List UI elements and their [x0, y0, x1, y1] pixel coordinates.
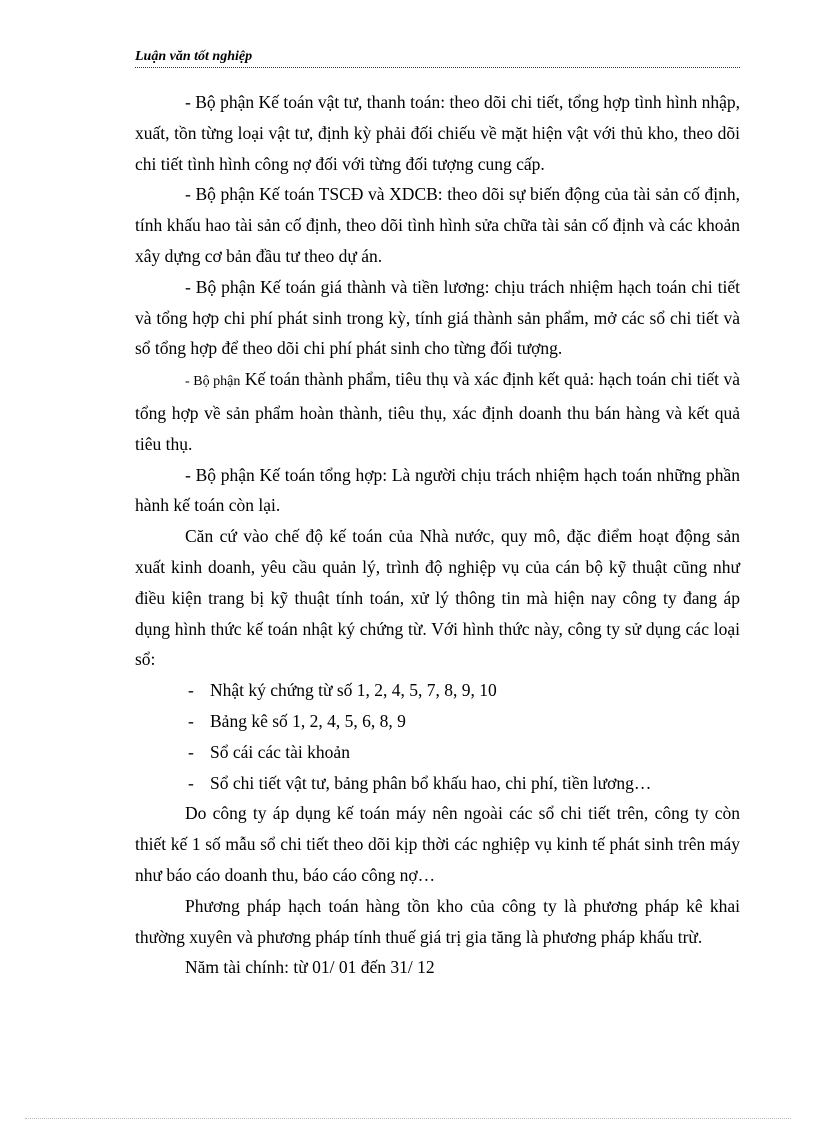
list-dash: -	[188, 741, 194, 762]
list-item	[135, 737, 740, 768]
list-dash: -	[188, 680, 194, 701]
paragraph-finished-goods	[135, 364, 740, 459]
paragraph-cost-salary: - Bộ phận Kế toán giá thành và tiền lương: chịu trách nhiệm hạch toán chi tiết và tổng hợp chi phí phát sinh trong kỳ, tính giá thành sản phẩm, mở các sổ chi tiết và sổ tổng hợp để theo dõi chi phí phát sinh cho từng đối tượng.	[135, 276, 740, 359]
paragraph-inventory-method: Phương pháp hạch toán hàng tồn kho của công ty là phương pháp kê khai thường xuyên và phương pháp tính thuế giá trị gia tăng là phương pháp khấu trừ.	[135, 895, 740, 947]
paragraph-fiscal-year: Năm tài chính: từ 01/ 01 đến 31/ 12	[185, 957, 435, 978]
page-header	[135, 47, 740, 68]
list-item	[135, 706, 740, 737]
ledger-list	[135, 675, 740, 798]
list-item	[135, 675, 740, 706]
list-dash: -	[188, 710, 194, 731]
list-item-text: Bảng kê số 1, 2, 4, 5, 6, 8, 9	[210, 710, 406, 731]
list-item-text: Sổ chi tiết vật tư, bảng phân bổ khấu hao, chi phí, tiền lương…	[210, 772, 652, 793]
paragraph-software: Do công ty áp dụng kế toán máy nên ngoài các sổ chi tiết trên, công ty còn thiết kế 1 số mẫu sổ chi tiết theo dõi kịp thời các nghiệp vụ kinh tế phát sinh trên máy như báo cáo doanh thu, báo cáo công nợ…	[135, 803, 740, 885]
list-item-text: Sổ cái các tài khoản	[210, 741, 350, 762]
paragraph-prefix: - Bộ phận	[185, 374, 241, 390]
footer-divider	[25, 1118, 791, 1119]
document-body	[135, 87, 740, 983]
header-title: Luận văn tốt nghiệp	[135, 49, 253, 64]
list-dash: -	[188, 772, 194, 793]
paragraph-fixed-assets: - Bộ phận Kế toán TSCĐ và XDCB: theo dõi sự biến động của tài sản cố định, tính khấu hao tài sản cố định, theo dõi tình hình sửa chữa tài sản cố định và các khoản xây dựng cơ bản đầu tư theo dự án.	[135, 184, 740, 266]
paragraph-materials: - Bộ phận Kế toán vật tư, thanh toán: theo dõi chi tiết, tổng hợp tình hình nhập, xuất, tồn từng loại vật tư, định kỳ phải đối chiếu về mặt hiện vật với thủ kho, theo dõi chi tiết tình hình công nợ đối với từng đối tượng cung cấp.	[135, 92, 740, 174]
paragraph-general: - Bộ phận Kế toán tổng hợp: Là người chịu trách nhiệm hạch toán những phần hành kế toán còn lại.	[135, 464, 740, 516]
paragraph-accounting-form: Căn cứ vào chế độ kế toán của Nhà nước, quy mô, đặc điểm hoạt động sản xuất kinh doanh, yêu cầu quản lý, trình độ nghiệp vụ của cán bộ kỹ thuật cũng như điều kiện trang bị kỹ thuật tính toán, xử lý thông tin mà hiện nay công ty đang áp dụng hình thức kế toán nhật ký chứng từ. Với hình thức này, công ty sử dụng các loại sổ:	[135, 526, 740, 670]
paragraph-text: Kế toán thành phẩm, tiêu thụ và xác định kết quả: hạch toán chi tiết và tổng hợp về sản phẩm hoàn thành, tiêu thụ, xác định doanh thu bán hàng và kết quả tiêu thụ.	[135, 369, 741, 454]
list-item	[135, 768, 740, 799]
list-item-text: Nhật ký chứng từ số 1, 2, 4, 5, 7, 8, 9, 10	[210, 680, 497, 701]
